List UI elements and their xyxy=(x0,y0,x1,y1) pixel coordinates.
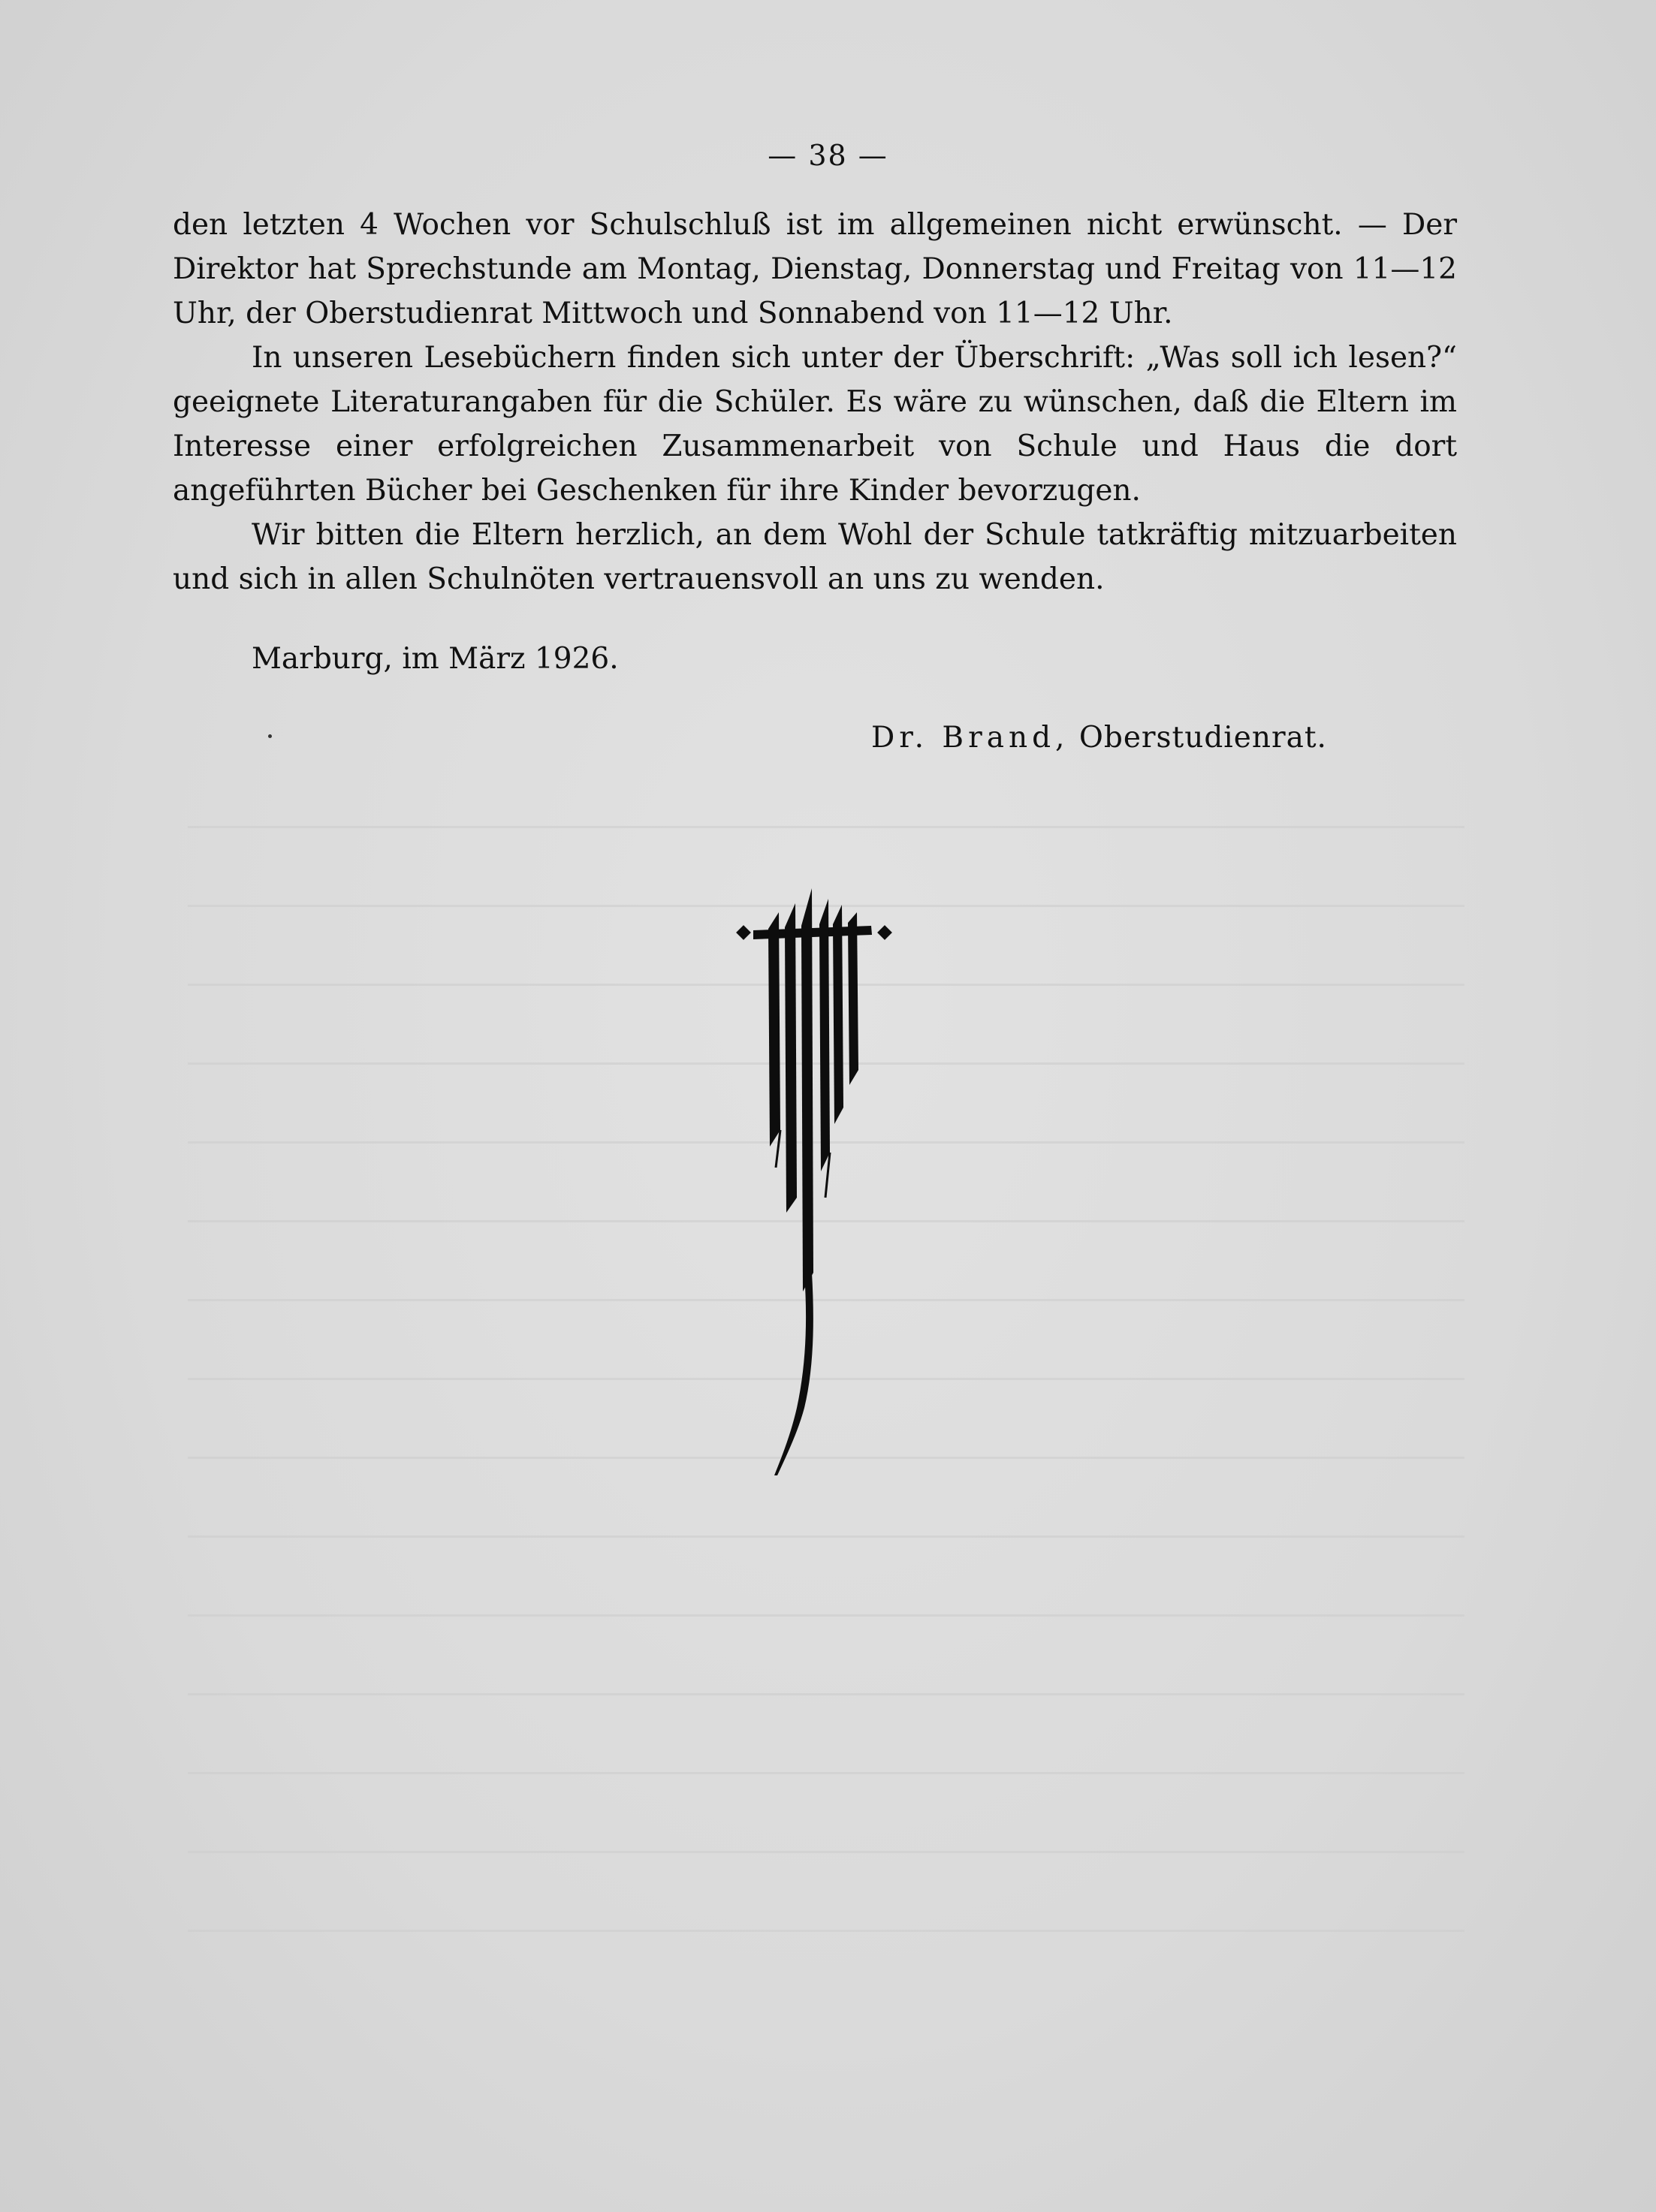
show-through-line xyxy=(188,1614,1464,1617)
page-number: — 38 — xyxy=(768,139,888,172)
signature-block xyxy=(871,721,1327,755)
show-through-line xyxy=(188,1772,1464,1774)
place-date: Marburg, im März 1926. xyxy=(252,642,619,676)
paragraph-office-hours: den letzten 4 Wochen vor Schulschluß ist im allgemeinen nicht erwünscht. — Der Direktor hat Sprechstunde am Montag, Dienstag, Donnerstag und Freitag von 11—12 Uhr, der Oberstudienrat Mittwoch und Sonnabend von 11—12 Uhr. xyxy=(173,208,1457,330)
show-through-line xyxy=(188,826,1464,828)
show-through-line xyxy=(188,1851,1464,1853)
paragraph-reading-list: In unseren Lesebüchern finden sich unter der Überschrift: „Was soll ich lesen?“ geeignete Literaturangaben für die Schüler. Es wäre zu wünschen, daß die Eltern im Interesse einer erfolgreichen Zusammenarbeit von Schule und Haus die dort angeführten Bücher bei Geschenken für ihre Kinder bevorzugen. xyxy=(173,341,1457,508)
calligraphic-tailpiece-ornament-icon xyxy=(732,882,897,1475)
body-text xyxy=(173,203,1457,601)
show-through-line xyxy=(188,1535,1464,1538)
show-through-line xyxy=(188,1930,1464,1932)
paragraph-appeal: Wir bitten die Eltern herzlich, an dem Wohl der Schule tatkräftig mitzuarbeiten und sich in allen Schulnöten vertrauensvoll an uns zu wenden. xyxy=(173,518,1457,596)
signature-name: Dr. Brand, xyxy=(871,721,1069,755)
show-through-line xyxy=(188,1693,1464,1695)
stray-dot xyxy=(268,734,272,738)
signature-title: Oberstudienrat. xyxy=(1078,721,1327,755)
